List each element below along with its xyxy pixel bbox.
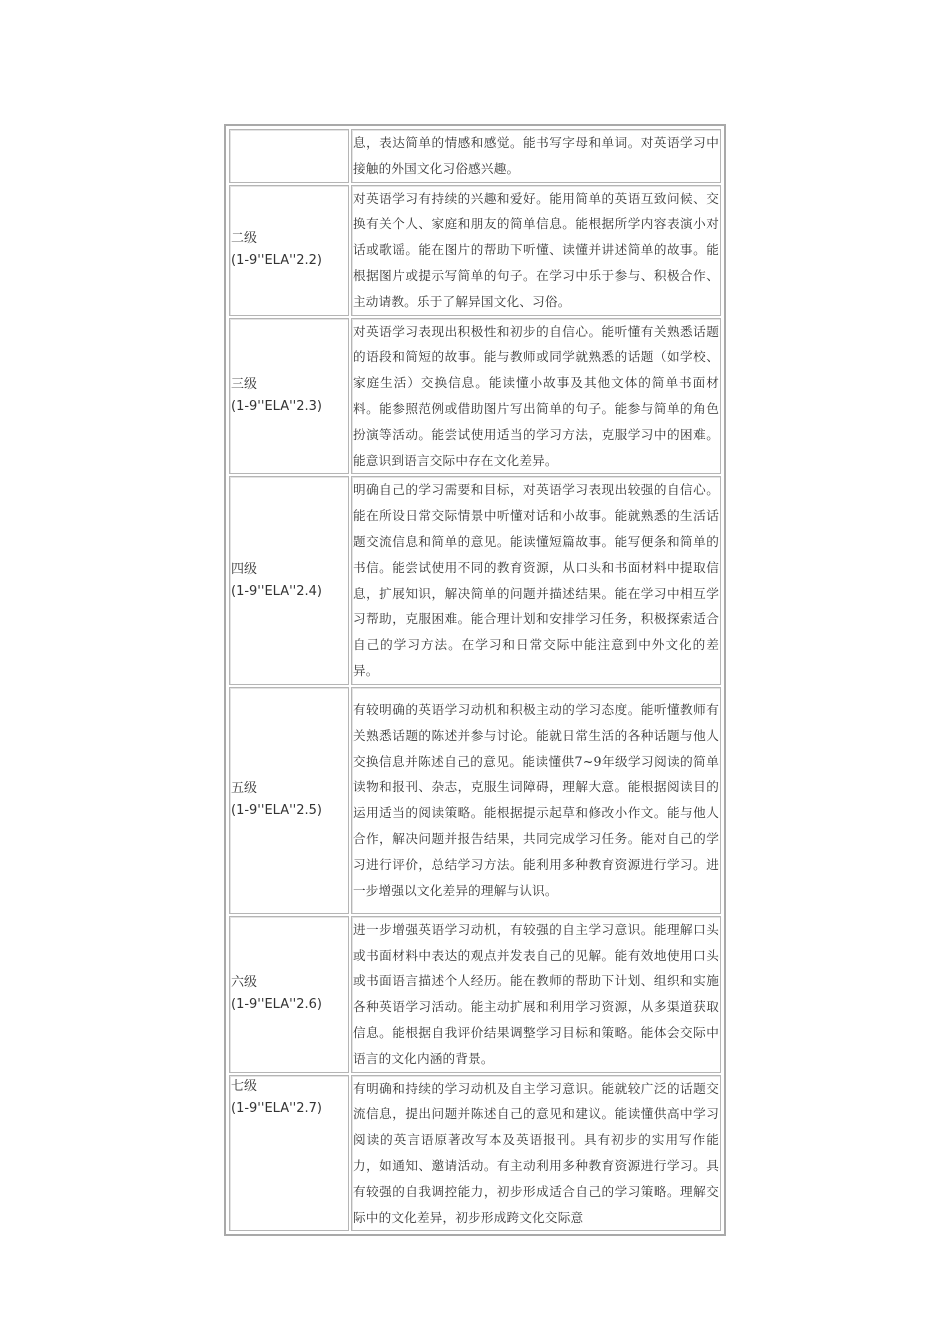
level-code: (1-9''ELA''2.3) <box>231 398 322 414</box>
level-description: 有较明确的英语学习动机和积极主动的学习态度。能听懂教师有关熟悉话题的陈述并参与讨论。能就日常生活的各种话题与他人交换信息并陈述自己的意见。能读懂供7~9年级学习阅读的简单读物和报刊、杂志，克服生词障碍，理解大意。能根据阅读目的运用适当的阅读策略。能根据提示起草和修改小作文。能与他人合作，解决问题并报告结果，共同完成学习任务。能对自己的学习进行评价，总结学习方法。能利用多种教育资源进行学习。进一步增强以文化差异的理解与认识。 <box>351 687 721 914</box>
level-description: 进一步增强英语学习动机，有较强的自主学习意识。能理解口头或书面材料中表达的观点并发表自己的见解。能有效地使用口头或书面语言描述个人经历。能在教师的帮助下计划、组织和实施各种英语学习活动。能主动扩展和利用学习资源，从多渠道获取信息。能根据自我评价结果调整学习目标和策略。能体会交际中语言的文化内涵的背景。 <box>351 916 721 1073</box>
level-code: (1-9''ELA''2.6) <box>231 997 322 1013</box>
level-name: 五级 <box>231 781 258 797</box>
table-row <box>229 129 721 183</box>
level-standards-table <box>227 127 723 1233</box>
table-row <box>229 185 721 316</box>
level-code: (1-9''ELA''2.2) <box>231 253 322 269</box>
level-name: 三级 <box>231 376 258 392</box>
level-cell <box>229 185 349 316</box>
level-name: 六级 <box>231 975 258 991</box>
level-cell <box>229 916 349 1073</box>
level-cell <box>229 476 349 684</box>
level-description: 有明确和持续的学习动机及自主学习意识。能就较广泛的话题交流信息，提出问题并陈述自己的意见和建议。能读懂供高中学习阅读的英言语原著改写本及英语报刊。具有初步的实用写作能力，如通知、邀请活动。有主动利用多种教育资源进行学习。具有较强的自我调控能力，初步形成适合自己的学习策略。理解交际中的文化差异，初步形成跨文化交际意 <box>351 1075 721 1232</box>
level-description: 对英语学习有持续的兴趣和爱好。能用简单的英语互致问候、交换有关个人、家庭和朋友的简单信息。能根据所学内容表演小对话或歌谣。能在图片的帮助下听懂、读懂并讲述简单的故事。能根据图片或提示写简单的句子。在学习中乐于参与、积极合作、主动请教。乐于了解异国文化、习俗。 <box>351 185 721 316</box>
table-row <box>229 916 721 1073</box>
level-cell <box>229 687 349 914</box>
level-name: 二级 <box>231 231 258 247</box>
level-standards-table-frame <box>224 124 726 1236</box>
level-code: (1-9''ELA''2.5) <box>231 803 322 819</box>
level-name: 四级 <box>231 561 258 577</box>
level-cell <box>229 318 349 475</box>
level-description: 对英语学习表现出积极性和初步的自信心。能听懂有关熟悉话题的语段和简短的故事。能与教师或同学就熟悉的话题（如学校、家庭生活）交换信息。能读懂小故事及其他文体的简单书面材料。能参照范例或借助图片写出简单的句子。能参与简单的角色扮演等活动。能尝试使用适当的学习方法，克服学习中的困难。能意识到语言交际中存在文化差异。 <box>351 318 721 475</box>
level-cell <box>229 129 349 183</box>
table-row <box>229 476 721 684</box>
level-name: 七级 <box>231 1078 258 1094</box>
level-code: (1-9''ELA''2.7) <box>231 1100 322 1116</box>
level-description: 息，表达简单的情感和感觉。能书写字母和单词。对英语学习中接触的外国文化习俗感兴趣。 <box>351 129 721 183</box>
table-row <box>229 687 721 914</box>
level-code: (1-9''ELA''2.4) <box>231 583 322 599</box>
table-row <box>229 318 721 475</box>
level-cell <box>229 1075 349 1232</box>
level-description: 明确自己的学习需要和目标，对英语学习表现出较强的自信心。能在所设日常交际情景中听懂对话和小故事。能就熟悉的生活话题交流信息和简单的意见。能读懂短篇故事。能写便条和简单的书信。能尝试使用不同的教育资源，从口头和书面材料中提取信息，扩展知识，解决简单的问题并描述结果。能在学习中相互学习帮助，克服困难。能合理计划和安排学习任务，积极探索适合自己的学习方法。在学习和日常交际中能注意到中外文化的差异。 <box>351 476 721 684</box>
table-row <box>229 1075 721 1232</box>
